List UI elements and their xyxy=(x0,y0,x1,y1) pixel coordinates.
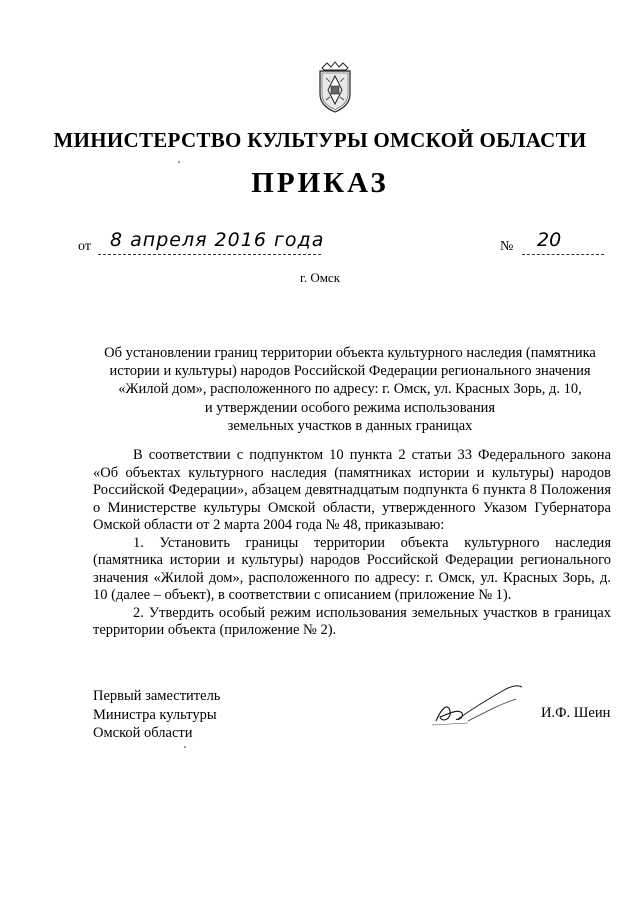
title-line: земельных участков в данных границах xyxy=(227,417,473,434)
document-body xyxy=(93,447,611,640)
document-title xyxy=(90,344,610,435)
handwritten-signature xyxy=(428,683,528,729)
item-1-paragraph: 1. Установить границы территории объекта культурного наследия (памятника истории и культуры) народов Российской Федерации регионального значения «Жилой дом», расположенного по адресу: г. Омск, ул. Красных Зорь, д. 10 (далее – объект), в соответствии с описанием (приложение № 1). xyxy=(93,534,611,603)
title-line: истории и культуры) народов Российской Федерации регионального значения xyxy=(109,363,591,380)
date-underline xyxy=(98,254,321,255)
title-line: Об установлении границ территории объекта культурного наследия (памятника xyxy=(104,345,596,361)
signer-name: И.Ф. Шеин xyxy=(541,705,611,721)
document-type-heading: ПРИКАЗ xyxy=(251,167,389,199)
signer-position xyxy=(93,687,220,743)
handwritten-number: 20 xyxy=(537,229,562,251)
speck xyxy=(178,161,180,163)
coat-of-arms-emblem xyxy=(316,60,354,114)
ministry-heading: МИНИСТЕРСТВО КУЛЬТУРЫ ОМСКОЙ ОБЛАСТИ xyxy=(53,128,587,152)
title-line: «Жилой дом», расположенного по адресу: г. Омск, ул. Красных Зорь, д. 10, xyxy=(118,381,582,398)
item-2-paragraph: 2. Утвердить особый режим использования земельных участков в границах территории объекта (приложение № 2). xyxy=(93,604,611,638)
speck xyxy=(184,746,186,748)
title-line: и утверждении особого режима использования xyxy=(204,399,496,416)
intro-paragraph: В соответствии с подпунктом 10 пункта 2 статьи 33 Федерального закона «Об объектах культурного наследия (памятниках истории и культуры) народов Российской Федерации», абзацем девятнадцатым подпункта 6 пункта 8 Положения о Министерстве культуры Омской области, утвержденного Указом Губернатора Омской области от 2 марта 2004 года № 48, приказываю: xyxy=(93,447,611,533)
handwritten-date: 8 апреля 2016 года xyxy=(110,229,325,251)
number-prefix: № xyxy=(500,239,514,254)
position-line: Первый заместитель xyxy=(93,688,221,704)
position-line: Омской области xyxy=(93,725,193,741)
city-label: г. Омск xyxy=(299,270,341,285)
date-prefix: от xyxy=(78,239,91,254)
position-line: Министра культуры xyxy=(93,706,217,723)
number-underline xyxy=(522,254,604,255)
